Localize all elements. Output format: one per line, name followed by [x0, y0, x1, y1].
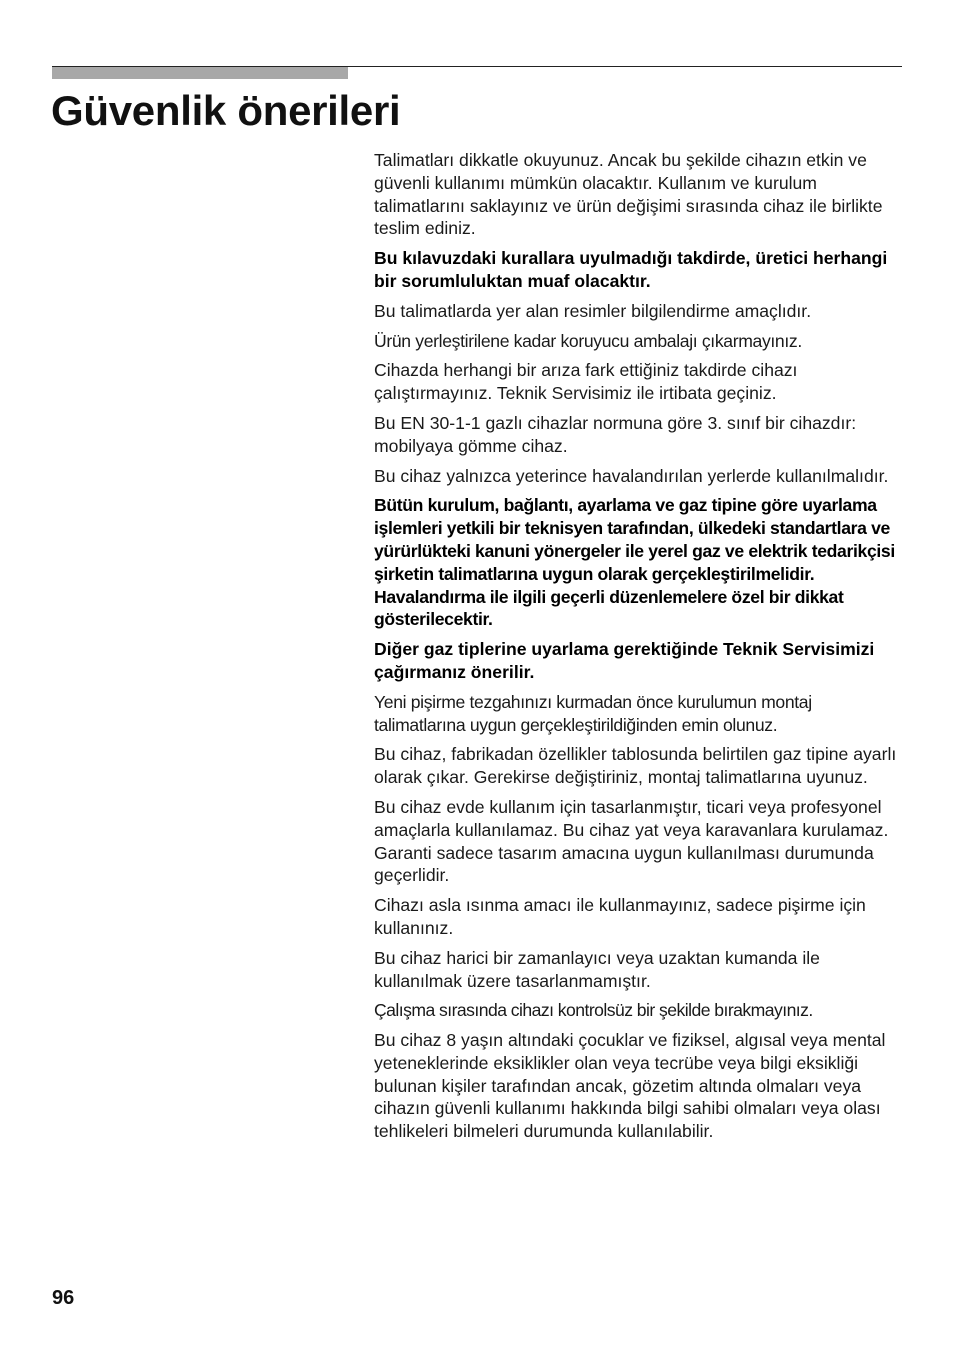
paragraph-children: Bu cihaz 8 yaşın altındaki çocuklar ve fiziksel, algısal veya mental yeteneklerinde eksiklikler olan veya tecrübe veya bilgi eksikliği bulunan kişiler tarafından ancak, gözetim altında olmaları veya cihazın güvenli kullanımı hakkında bilgi sahibi olmaları veya olası tehlikeleri bilmeleri durumunda kullanılabilir. [374, 1030, 886, 1142]
paragraph-liability-warning: Bu kılavuzdaki kurallara uyulmadığı takdirde, üretici herhangi bir sorumluluktan muaf olacaktır. [374, 248, 888, 291]
paragraph-unattended: Çalışma sırasında cihazı kontrolsüz bir şekilde bırakmayınız. [374, 1000, 813, 1021]
paragraph-gas-conversion: Diğer gaz tiplerine uyarlama gerektiğinde Teknik Servisimizi çağırmanız önerilir. [374, 639, 875, 682]
paragraph-no-heating: Cihazı asla ısınma amacı ile kullanmayınız, sadece pişirme için kullanınız. [374, 895, 866, 938]
page-title: Güvenlik önerileri [51, 87, 401, 134]
safety-text-column [374, 149, 904, 1150]
paragraph-instructions: Talimatları dikkatle okuyunuz. Ancak bu şekilde cihazın etkin ve güvenli kullanımı mümkün olacaktır. Kullanım ve kurulum talimatlarını saklayınız ve ürün değişimi sırasında cihaz ile birlikte teslim ediniz. [374, 150, 883, 239]
paragraph-no-timer: Bu cihaz harici bir zamanlayıcı veya uzaktan kumanda ile kullanılmak üzere tasarlanmamıştır. [374, 947, 820, 991]
paragraph-ventilation: Bu cihaz yalnızca yeterince havalandırılan yerlerde kullanılmalıdır. [374, 465, 889, 486]
paragraph-before-installation: Yeni pişirme tezgahınızı kurmadan önce kurulumun montaj talimatlarına uygun gerçekleştirildiğinden emin olunuz. [374, 691, 812, 735]
paragraph-packaging: Ürün yerleştirilene kadar koruyucu ambalajı çıkarmayınız. [374, 330, 802, 351]
page-number: 96 [52, 1287, 75, 1309]
paragraph-norm-class: Bu EN 30-1-1 gazlı cihazlar normuna göre 3. sınıf bir cihazdır: mobilyaya gömme cihaz. [374, 412, 857, 456]
header-accent-bar [52, 67, 348, 79]
paragraph-installation-warning: Bütün kurulum, bağlantı, ayarlama ve gaz tipine göre uyarlama işlemleri yetkili bir teknisyen tarafından, ülkedeki standartlara ve yürürlükteki kanuni yönergeler ile yerel gaz ve elektrik tedarikçisi şirketin talimatlarına uygun olarak gerçekleştirilmelidir. Havalandırma ile ilgili geçerli düzenlemelere özel bir dikkat gösterilecektir. [374, 495, 895, 630]
paragraph-factory-gas-type: Bu cihaz, fabrikadan özellikler tablosunda belirtilen gaz tipine ayarlı olarak çıkar. Gerekirse değiştiriniz, montaj talimatlarına uyunuz. [374, 744, 897, 788]
paragraph-illustrations: Bu talimatlarda yer alan resimler bilgilendirme amaçlıdır. [374, 300, 812, 321]
paragraph-malfunction: Cihazda herhangi bir arıza fark ettiğiniz takdirde cihazı çalıştırmayınız. Teknik Servisimiz ile irtibata geçiniz. [374, 360, 798, 404]
paragraph-household-use: Bu cihaz evde kullanım için tasarlanmıştır, ticari veya profesyonel amaçlarla kullanılamaz. Bu cihaz yat veya karavanlara kurulamaz. Garanti sadece tasarım amacına uygun kullanılması durumunda geçerlidir. [374, 796, 889, 886]
